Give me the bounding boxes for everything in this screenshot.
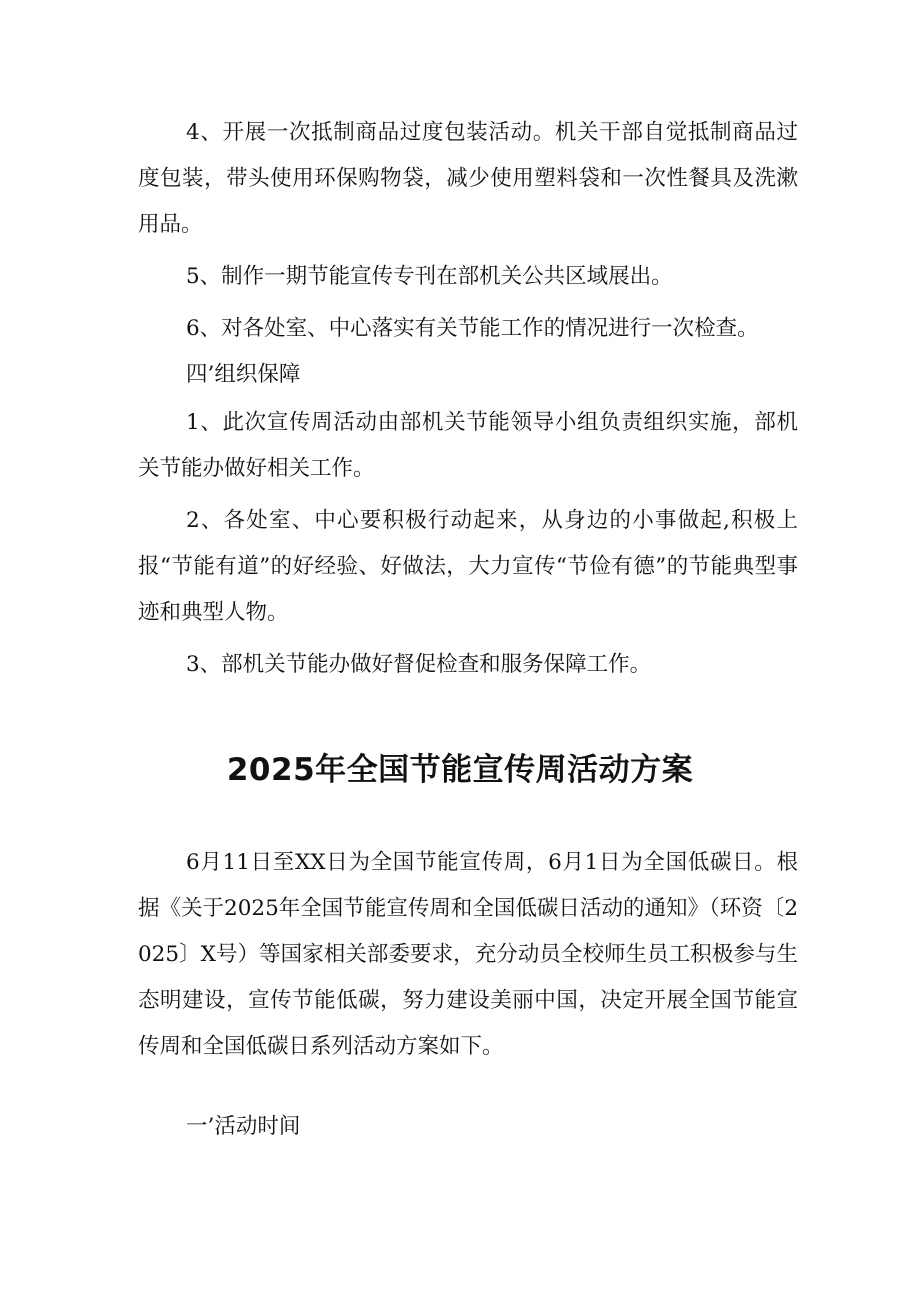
paragraph-org-item-2: 2、各处室、中心要积极行动起来，从身边的小事做起,积极上报“节能有道”的好经验、好做法，大力宣传“节俭有德”的节能典型事迹和典型人物。	[138, 508, 798, 625]
paragraph-org-item-1: 1、此次宣传周活动由部机关节能领导小组负责组织实施，部机关节能办做好相关工作。	[138, 410, 798, 481]
section-heading-activity-time: 一’活动时间	[186, 1114, 301, 1139]
paragraph-item-5: 5、制作一期节能宣传专刊在部机关公共区域展出。	[186, 264, 673, 289]
paragraph-org-item-3: 3、部机关节能办做好督促检查和服务保障工作。	[186, 652, 652, 677]
document-title: 2025年全国节能宣传周活动方案	[226, 752, 694, 788]
paragraph-item-6: 6、对各处室、中心落实有关节能工作的情况进行一次检查。	[186, 316, 759, 341]
paragraph-item-4: 4、开展一次抵制商品过度包装活动。机关干部自觉抵制商品过度包装，带头使用环保购物袋，减少使用塑料袋和一次性餐具及洗漱用品。	[138, 120, 798, 237]
section-heading-organization: 四’组织保障	[186, 362, 301, 387]
paragraph-intro: 6月11日至XX日为全国节能宣传周，6月1日为全国低碳日。根据《关于2025年全国节能宣传周和全国低碳日活动的通知》（环资〔2025〕X号）等国家相关部委要求，充分动员全校师生员工积极参与生态明建设，宣传节能低碳，努力建设美丽中国，决定开展全国节能宣传周和全国低碳日系列活动方案如下。	[138, 850, 798, 1059]
